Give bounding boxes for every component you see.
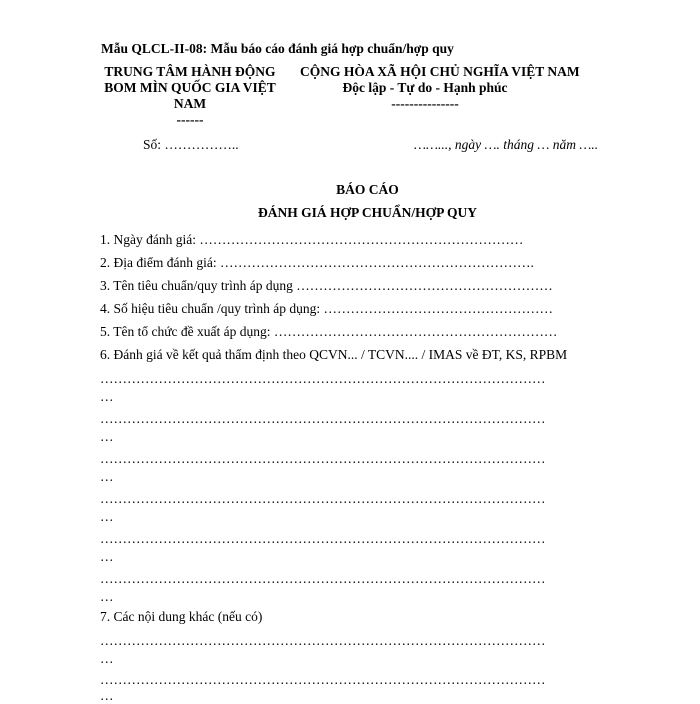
org-line-1: TRUNG TÂM HÀNH ĐỘNG — [104, 64, 276, 79]
fill-line: ……………………………………………………………………………………… — [100, 672, 546, 687]
fill-line-tail: … — [100, 509, 114, 524]
report-subtitle: ĐÁNH GIÁ HỢP CHUẨN/HỢP QUY — [257, 205, 477, 220]
item-inspection-date: 1. Ngày đánh giá: ……………………………………………………………… — [100, 232, 524, 247]
nation-name: CỘNG HÒA XÃ HỘI CHỦ NGHĨA VIỆT NAM — [300, 64, 580, 79]
fill-line-tail: … — [100, 429, 114, 444]
national-header — [300, 64, 580, 112]
fill-line: ……………………………………………………………………………………… — [100, 531, 546, 546]
fill-line-tail: … — [100, 389, 114, 404]
organization-name — [90, 64, 290, 128]
fill-line: ……………………………………………………………………………………… — [100, 491, 546, 506]
fill-line-tail: … — [100, 688, 114, 703]
item-evaluation-results: 6. Đánh giá về kết quả thẩm định theo QCVN... / TCVN.... / IMAS về ĐT, KS, RPBM — [100, 347, 568, 362]
motto-rule: --------------- — [391, 96, 459, 111]
org-line-3: NAM — [173, 96, 207, 111]
fill-line-tail: … — [100, 549, 114, 564]
form-title: Mẫu QLCL-II-08: Mẫu báo cáo đánh giá hợp chuẩn/hợp quy — [101, 41, 454, 56]
fill-line: ……………………………………………………………………………………… — [100, 371, 546, 386]
document-date: ……..., ngày …. tháng … năm ….. — [414, 137, 599, 152]
fill-line-tail: … — [100, 589, 114, 604]
fill-line-tail: … — [100, 651, 114, 666]
org-line-2: BOM MÌN QUỐC GIA VIỆT — [104, 80, 276, 95]
fill-line: ……………………………………………………………………………………… — [100, 571, 546, 586]
fill-line: ……………………………………………………………………………………… — [100, 633, 546, 648]
item-proposing-organization: 5. Tên tổ chức đề xuất áp dụng: ……………………………………………………… — [100, 324, 558, 339]
org-rule: ------ — [176, 112, 204, 127]
item-other-content: 7. Các nội dung khác (nếu có) — [100, 609, 263, 624]
item-standard-number: 4. Số hiệu tiêu chuẩn /quy trình áp dụng: …………………………………………… — [100, 301, 553, 316]
motto: Độc lập - Tự do - Hạnh phúc — [342, 80, 508, 95]
fill-line: ……………………………………………………………………………………… — [100, 451, 546, 466]
document-number: Số: …………….. — [143, 137, 239, 152]
report-title: BÁO CÁO — [336, 182, 399, 197]
item-standard-name: 3. Tên tiêu chuẩn/quy trình áp dụng ………………………………………………… — [100, 278, 553, 293]
fill-line: ……………………………………………………………………………………… — [100, 411, 546, 426]
item-inspection-location: 2. Địa điểm đánh giá: ……………………………………………………………. — [100, 255, 534, 270]
fill-line-tail: … — [100, 469, 114, 484]
